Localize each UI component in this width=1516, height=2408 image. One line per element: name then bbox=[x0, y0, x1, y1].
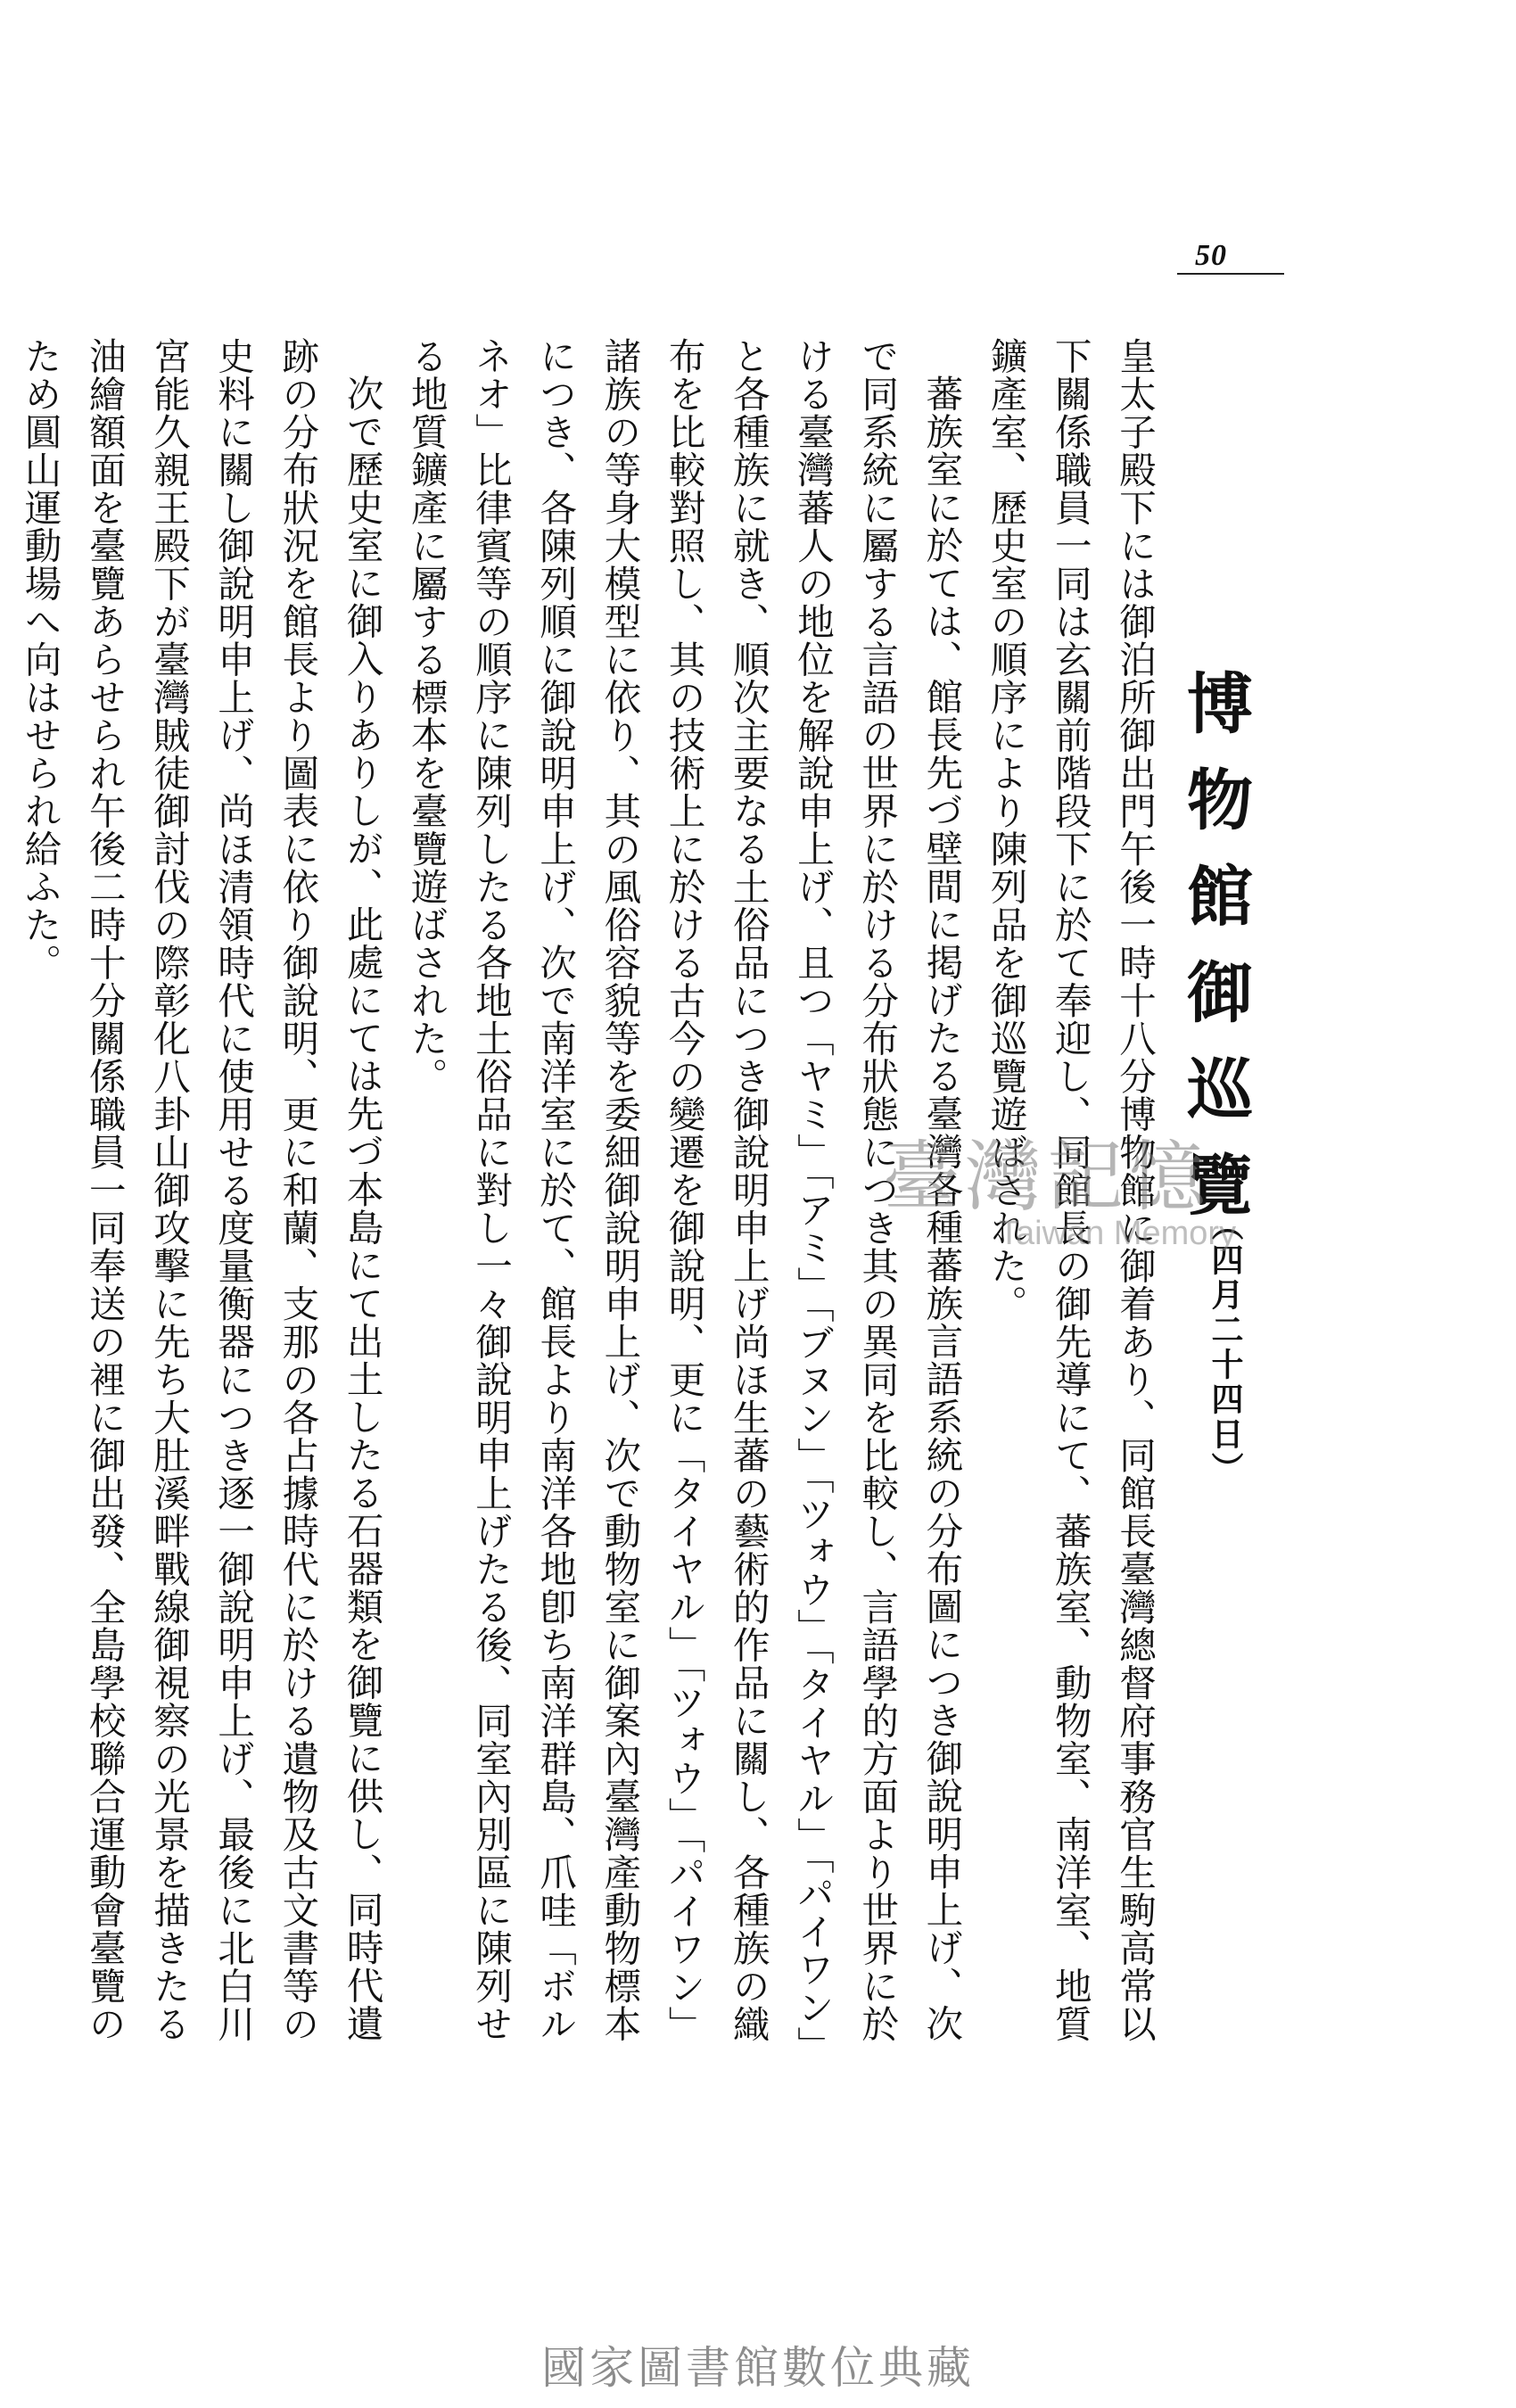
paragraph-3: 次で歷史室に御入りありしが、此處にては先づ本島にて出土したる石器類を御覽に供し、同時代遺跡の分布狀況を館長より圖表に依り御說明、更に和蘭、支那の各占據時代に於ける遺物及古文書等の史料に關し御說明申上げ、尚ほ清領時代に使用せる度量衡器につき逐一御說明申上げ、最後に北白川宮能久親王殿下が臺灣賊徒御討伐の際彰化八卦山御攻擊に先ち大肚溪畔戰線御視察の光景を描きたる油繪額面を臺覽あらせられ午後二時十分關係職員一同奉送の裡に御出發、全島學校聯合運動會臺覽のため圓山運動場へ向はせられ給ふた。 bbox=[18, 337, 384, 2043]
article-date: （四月二十四日） bbox=[1207, 1208, 1243, 1487]
paragraph-1: 皇太子殿下には御泊所御出門午後一時十八分博物館に御着あり、同館長臺灣總督府事務官生駒高常以下關係職員一同は玄關前階段下に於て奉迎し、同館長の御先導にて、蕃族室、動物室、南洋室、地質鑛產室、歷史室の順序により陳列品を御巡覽遊ばされた。 bbox=[984, 337, 1157, 2043]
article-body bbox=[18, 337, 1166, 2076]
footer-archive-label: 國家圖書館數位典藏 bbox=[541, 2342, 975, 2394]
page-number-rule bbox=[1177, 273, 1284, 275]
page-number: 50 bbox=[1195, 239, 1227, 272]
paragraph-2: 蕃族室に於ては、館長先づ壁間に掲げたる臺灣各種蕃族言語系統の分布圖につき御說明申上げ、次で同系統に屬する言語の世界に於ける分布狀態につき其の異同を比較し、言語學的方面より世界に於ける臺灣蕃人の地位を解說申上げ、且つ「ヤミ」「アミ」「ブヌン」「ツォウ」「タイヤル」「パイワン」と各種族に就き、順次主要なる土俗品につき御說明申上げ尚ほ生蕃の藝術的作品に關し、各種族の織布を比較對照し、其の技術上に於ける古今の變遷を御說明、更に「タイヤル」「ツォウ」「パイワン」諸族の等身大模型に依り、其の風俗容貌等を委細御說明申上げ、次で動物室に御案內臺灣產動物標本につき、各陳列順に御說明申上げ、次で南洋室に於て、館長より南洋各地卽ち南洋群島、爪哇「ボルネオ」比律賓等の順序に陳列したる各地土俗品に對し一々御說明申上げたる後、同室內別區に陳列せる地質鑛產に屬する標本を臺覽遊ばされた。 bbox=[404, 337, 964, 2065]
article-title: 博物館御巡覽 bbox=[1176, 669, 1253, 1247]
watermark-chinese: 臺灣記憶 bbox=[883, 1133, 1211, 1222]
watermark-english: Taiwan Memory bbox=[999, 1215, 1237, 1252]
